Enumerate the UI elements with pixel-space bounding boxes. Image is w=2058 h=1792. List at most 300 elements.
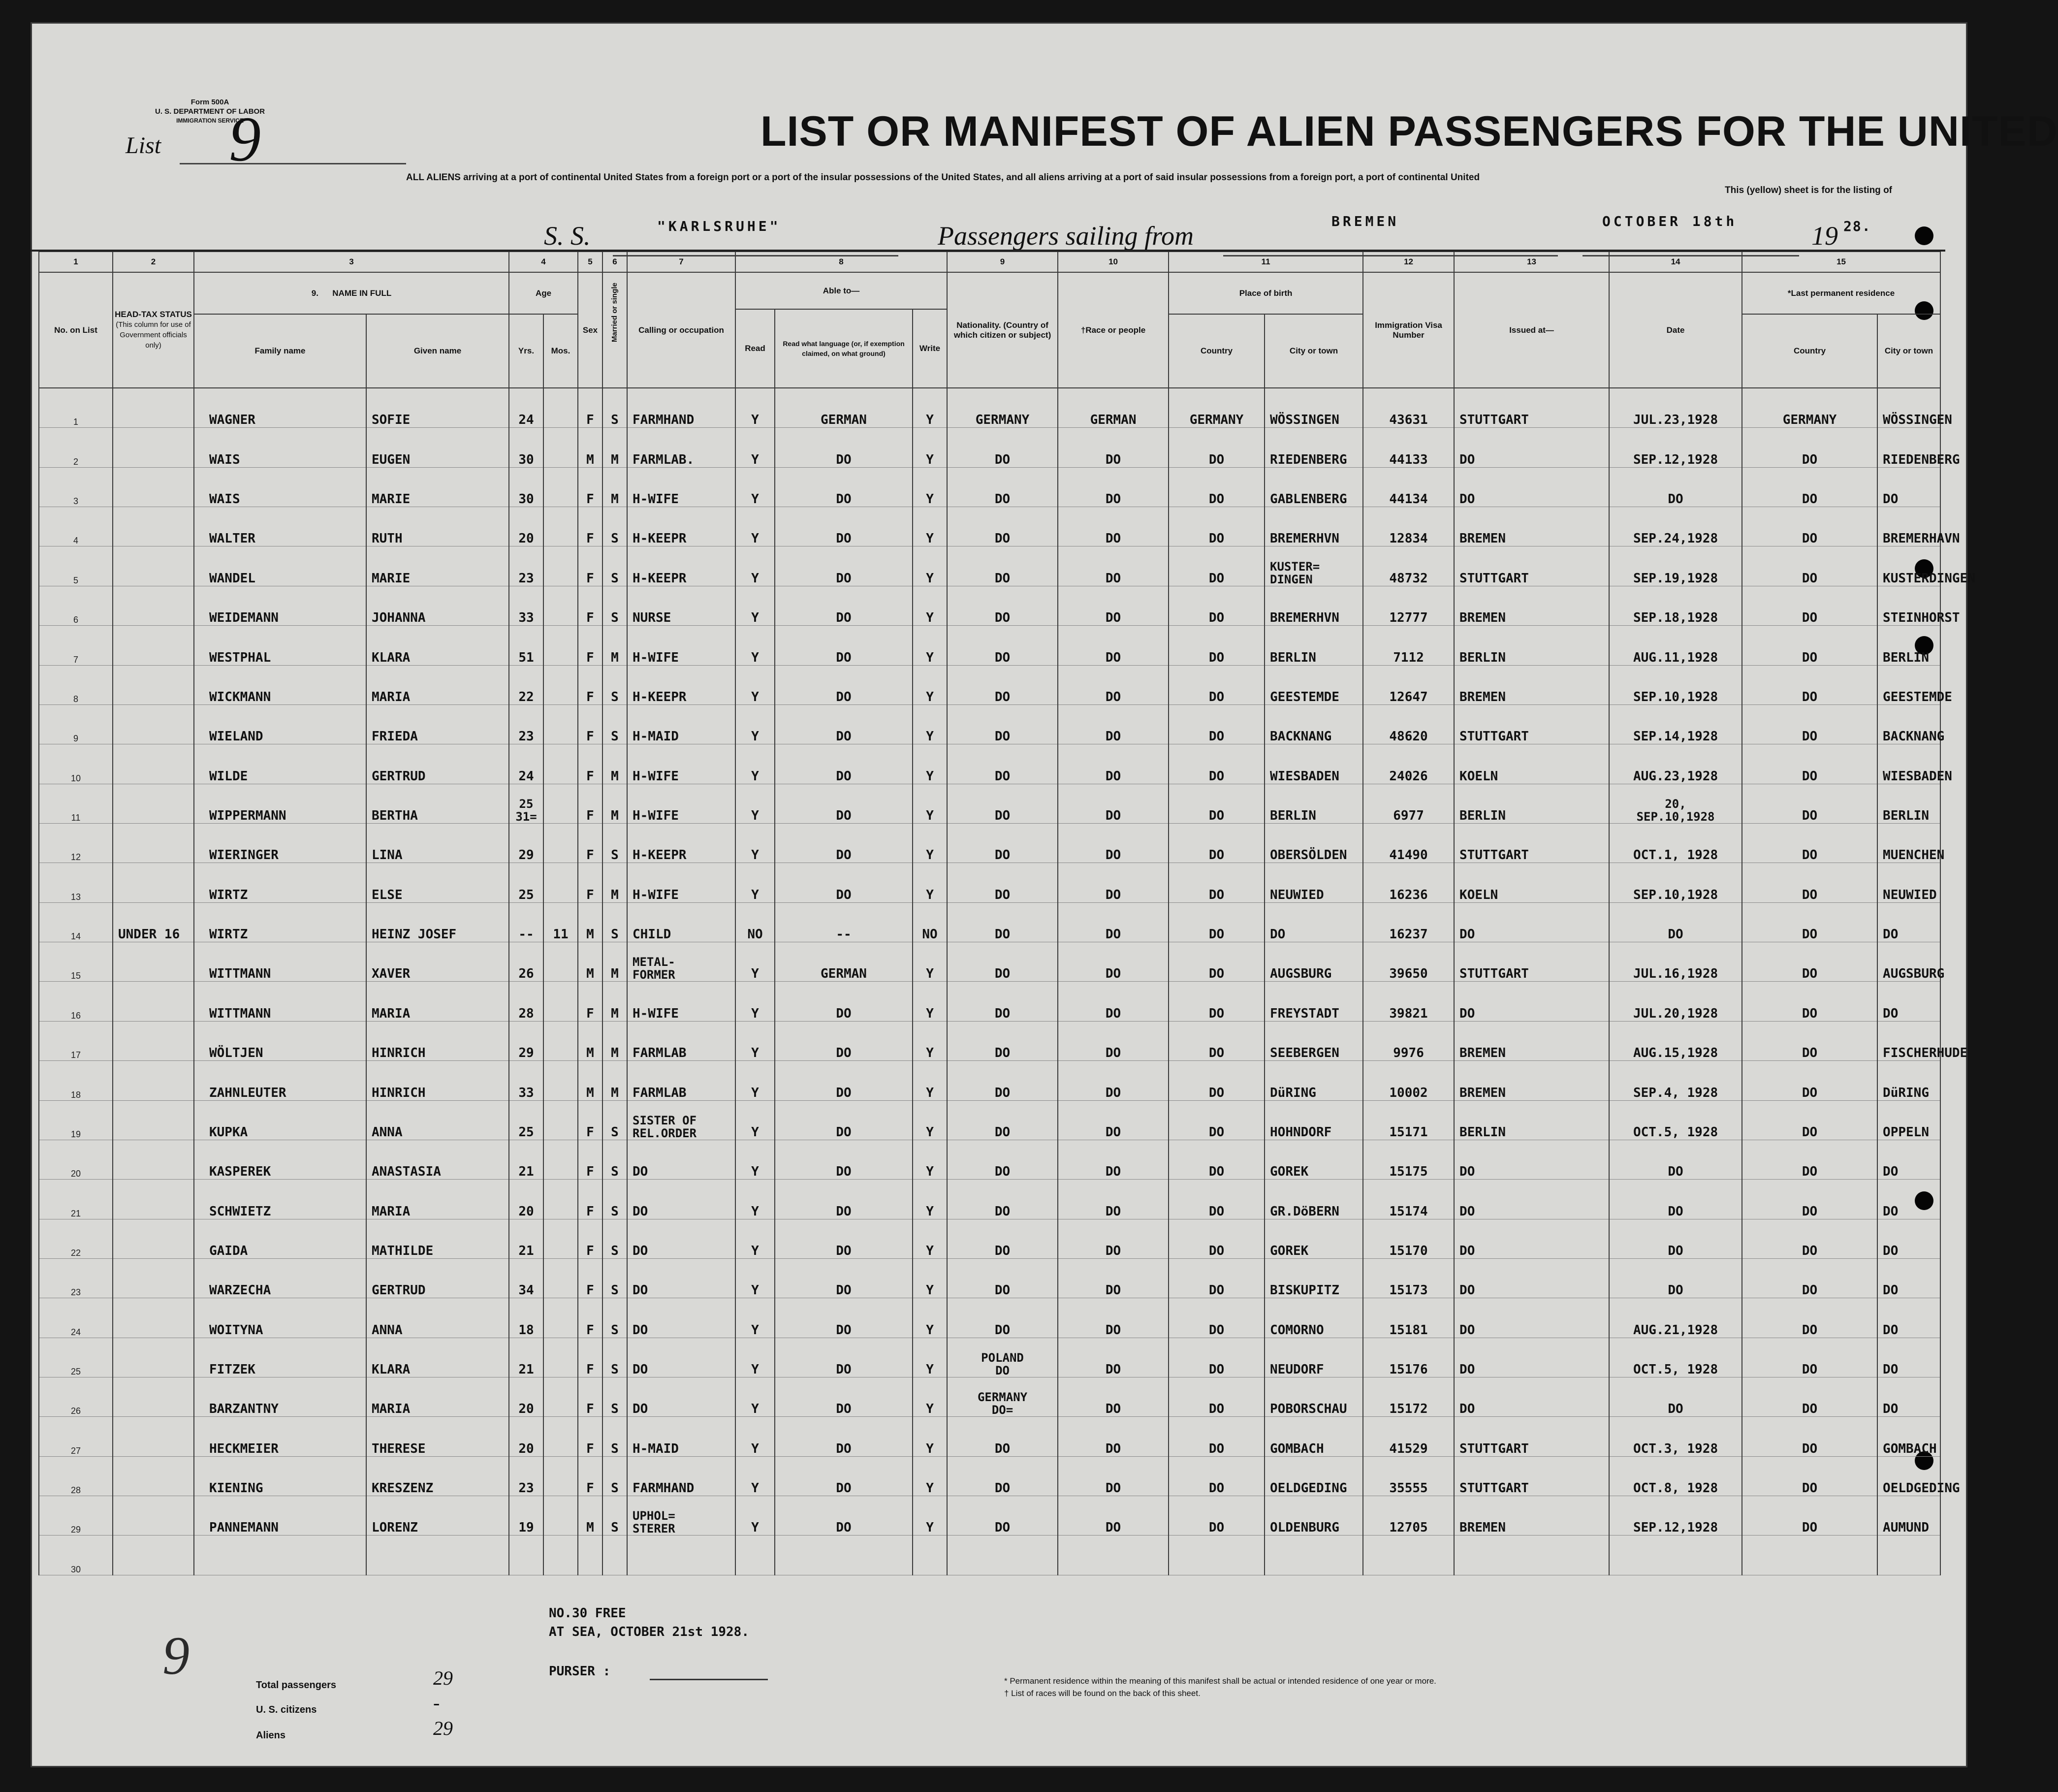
can-write: Y (913, 982, 947, 1021)
passenger-number: 5 (39, 546, 113, 586)
can-write: Y (913, 1417, 947, 1456)
head-tax-status (113, 665, 194, 704)
marital-status (602, 1536, 627, 1575)
occupation: UPHOL= STERER (627, 1496, 735, 1536)
list-underline (180, 163, 406, 164)
can-read: Y (735, 428, 775, 467)
marital-status: S (602, 1377, 627, 1417)
nationality: DO (947, 428, 1058, 467)
given-name: KLARA (366, 626, 509, 665)
visa-date: AUG.23,1928 (1609, 744, 1742, 784)
birth-country: DO (1169, 784, 1265, 823)
read-language: DO (775, 863, 913, 902)
sex: M (578, 428, 602, 467)
visa-number: 39650 (1363, 942, 1454, 982)
residence-city: BACKNANG (1877, 704, 1940, 744)
residence-country: DO (1742, 1100, 1877, 1140)
visa-number: 9976 (1363, 1021, 1454, 1060)
read-language: DO (775, 546, 913, 586)
birth-country: DO (1169, 1021, 1265, 1060)
race: DO (1058, 586, 1169, 625)
birth-city: POBORSCHAU (1265, 1377, 1363, 1417)
no-on-list-header: No. on List (39, 272, 113, 388)
passenger-row (39, 942, 1940, 982)
age-years: 30 (509, 467, 543, 507)
column-number-row (39, 252, 1940, 272)
family-name: GAIDA (194, 1219, 366, 1258)
passenger-number: 4 (39, 507, 113, 546)
head-tax-status (113, 784, 194, 823)
passenger-row (39, 1021, 1940, 1060)
can-write: NO (913, 902, 947, 942)
residence-country: GERMANY (1742, 388, 1877, 428)
family-name: KIENING (194, 1456, 366, 1496)
race: DO (1058, 744, 1169, 784)
family-name: WANDEL (194, 546, 366, 586)
occupation: NURSE (627, 586, 735, 625)
marital-status: S (602, 902, 627, 942)
passenger-number: 16 (39, 982, 113, 1021)
visa-date: DO (1609, 1219, 1742, 1258)
passenger-row (39, 1140, 1940, 1179)
sex: M (578, 1496, 602, 1536)
visa-number: 16237 (1363, 902, 1454, 942)
birth-city: WIESBADEN (1265, 744, 1363, 784)
nationality: DO (947, 902, 1058, 942)
read-language: DO (775, 704, 913, 744)
birth-country: DO (1169, 1061, 1265, 1100)
visa-date: DO (1609, 1180, 1742, 1219)
date-header: Date (1609, 272, 1742, 388)
sex: F (578, 863, 602, 902)
birth-city: KUSTER= DINGEN (1265, 546, 1363, 586)
visa-date: OCT.5, 1928 (1609, 1100, 1742, 1140)
head-tax-note: (This column for use of Government officials only) (116, 320, 191, 350)
read-language: DO (775, 1100, 913, 1140)
passenger-row (39, 586, 1940, 625)
head-tax-status (113, 982, 194, 1021)
age-months (543, 1456, 578, 1496)
read-language: DO (775, 428, 913, 467)
nationality: DO (947, 784, 1058, 823)
can-read: Y (735, 1180, 775, 1219)
given-name: GERTRUD (366, 1258, 509, 1298)
nationality: DO (947, 1298, 1058, 1338)
can-read: Y (735, 626, 775, 665)
birth-country: DO (1169, 1180, 1265, 1219)
given-name: FRIEDA (366, 704, 509, 744)
visa-number: 12777 (1363, 586, 1454, 625)
column-number: 6 (602, 252, 627, 272)
sex: F (578, 1180, 602, 1219)
sex: F (578, 1338, 602, 1377)
column-number: 5 (578, 252, 602, 272)
birth-country: DO (1169, 1417, 1265, 1456)
age-years: 26 (509, 942, 543, 982)
birth-country: DO (1169, 1338, 1265, 1377)
race: DO (1058, 1100, 1169, 1140)
passenger-number: 20 (39, 1140, 113, 1179)
race: DO (1058, 784, 1169, 823)
can-read: Y (735, 1417, 775, 1456)
can-read: Y (735, 704, 775, 744)
residence-country: DO (1742, 1417, 1877, 1456)
visa-date: OCT.1, 1928 (1609, 823, 1742, 863)
birth-city: HOHNDORF (1265, 1100, 1363, 1140)
birth-country: DO (1169, 1496, 1265, 1536)
months-header: Mos. (543, 314, 578, 388)
age-years: 29 (509, 1021, 543, 1060)
passenger-row (39, 902, 1940, 942)
passenger-row (39, 467, 1940, 507)
occupation: FARMLAB (627, 1061, 735, 1100)
residence-city: KUSTERDINGEN (1877, 546, 1940, 586)
visa-date: SEP.12,1928 (1609, 428, 1742, 467)
family-name: KASPEREK (194, 1140, 366, 1179)
occupation: DO (627, 1180, 735, 1219)
read-language: DO (775, 784, 913, 823)
can-write: Y (913, 1180, 947, 1219)
residence-city: DO (1877, 1298, 1940, 1338)
us-citizens-value: - (433, 1692, 440, 1714)
nationality: DO (947, 507, 1058, 546)
given-name: MATHILDE (366, 1219, 509, 1258)
given-name: HINRICH (366, 1021, 509, 1060)
purser-signature (650, 1654, 768, 1680)
given-name: KLARA (366, 1338, 509, 1377)
sex: F (578, 586, 602, 625)
can-write: Y (913, 942, 947, 982)
occupation: DO (627, 1338, 735, 1377)
can-write: Y (913, 1021, 947, 1060)
residence-country: DO (1742, 823, 1877, 863)
age-years: 51 (509, 626, 543, 665)
marital-status: S (602, 665, 627, 704)
sex: F (578, 388, 602, 428)
residence-footnote: * Permanent residence within the meaning of this manifest shall be actual or intended residence of one year or more. (1004, 1676, 1436, 1686)
family-name-header: Family name (194, 314, 366, 388)
column-number: 2 (113, 252, 194, 272)
year-prefix: 19 (1811, 221, 1838, 251)
birth-country: DO (1169, 863, 1265, 902)
age-months (543, 982, 578, 1021)
residence-city: DüRING (1877, 1061, 1940, 1100)
can-write: Y (913, 1298, 947, 1338)
nationality (947, 1536, 1058, 1575)
can-write: Y (913, 586, 947, 625)
can-write: Y (913, 388, 947, 428)
sex: F (578, 467, 602, 507)
residence-country: DO (1742, 784, 1877, 823)
residence-country: DO (1742, 467, 1877, 507)
visa-date: SEP.10,1928 (1609, 665, 1742, 704)
race-header: †Race or people (1058, 272, 1169, 388)
marital-status: M (602, 982, 627, 1021)
family-name: WITTMANN (194, 942, 366, 982)
age-months (543, 546, 578, 586)
can-write: Y (913, 1456, 947, 1496)
departure-port: BREMEN (1331, 213, 1399, 229)
passenger-number: 8 (39, 665, 113, 704)
visa-date: SEP.18,1928 (1609, 586, 1742, 625)
family-name: WALTER (194, 507, 366, 546)
head-tax-status (113, 1140, 194, 1179)
occupation: H-KEEPR (627, 507, 735, 546)
visa-issued-at: DO (1454, 467, 1609, 507)
birth-country: DO (1169, 942, 1265, 982)
visa-date: JUL.16,1928 (1609, 942, 1742, 982)
can-write: Y (913, 784, 947, 823)
free-note: NO.30 FREE (549, 1606, 626, 1621)
race: GERMAN (1058, 388, 1169, 428)
residence-city: GOMBACH (1877, 1417, 1940, 1456)
passenger-row (39, 665, 1940, 704)
passenger-row (39, 1258, 1940, 1298)
manifest-subtitle-right (1725, 185, 1892, 196)
given-name: ANNA (366, 1100, 509, 1140)
age-years: 23 (509, 546, 543, 586)
visa-issued-at: DO (1454, 428, 1609, 467)
head-tax-status (113, 467, 194, 507)
visa-issued-at: DO (1454, 1180, 1609, 1219)
read-language: DO (775, 586, 913, 625)
family-name: HECKMEIER (194, 1417, 366, 1456)
age-months (543, 626, 578, 665)
visa-number: 15175 (1363, 1140, 1454, 1179)
visa-number (1363, 1536, 1454, 1575)
residence-city: DO (1877, 1180, 1940, 1219)
nationality: DO (947, 823, 1058, 863)
age-years (509, 1536, 543, 1575)
family-name: WIERINGER (194, 823, 366, 863)
age-months (543, 1258, 578, 1298)
residence-country: DO (1742, 744, 1877, 784)
occupation: DO (627, 1258, 735, 1298)
passenger-row (39, 546, 1940, 586)
birth-country: DO (1169, 1140, 1265, 1179)
age-years: 20 (509, 1377, 543, 1417)
age-months (543, 586, 578, 625)
read-language: DO (775, 626, 913, 665)
read-language: DO (775, 1298, 913, 1338)
residence-city: DO (1877, 982, 1940, 1021)
age-months (543, 784, 578, 823)
birth-country: DO (1169, 1377, 1265, 1417)
marital-status: S (602, 1298, 627, 1338)
residence-city: BERLIN (1877, 784, 1940, 823)
head-tax-status (113, 1061, 194, 1100)
can-read: Y (735, 744, 775, 784)
passenger-manifest-table (38, 251, 1975, 1575)
can-write: Y (913, 823, 947, 863)
passenger-number: 21 (39, 1180, 113, 1219)
column-number: 8 (735, 252, 947, 272)
head-tax-status (113, 1021, 194, 1060)
residence-country: DO (1742, 1298, 1877, 1338)
nationality: DO (947, 1456, 1058, 1496)
birth-country: DO (1169, 902, 1265, 942)
sex: M (578, 942, 602, 982)
marital-status: S (602, 388, 627, 428)
can-write: Y (913, 863, 947, 902)
calling-header: Calling or occupation (627, 272, 735, 388)
sex: F (578, 665, 602, 704)
residence-city: RIEDENBERG (1877, 428, 1940, 467)
visa-number: 6977 (1363, 784, 1454, 823)
age-months (543, 507, 578, 546)
visa-issued-at: BREMEN (1454, 586, 1609, 625)
occupation: DO (627, 1298, 735, 1338)
residence-country: DO (1742, 428, 1877, 467)
given-name: SOFIE (366, 388, 509, 428)
can-read: Y (735, 665, 775, 704)
age-years: 34 (509, 1258, 543, 1298)
birth-city: GOREK (1265, 1219, 1363, 1258)
family-name: WIRTZ (194, 902, 366, 942)
occupation: H-KEEPR (627, 823, 735, 863)
passenger-row (39, 428, 1940, 467)
birth-country (1169, 1536, 1265, 1575)
family-name: BARZANTNY (194, 1377, 366, 1417)
race: DO (1058, 546, 1169, 586)
sex (578, 1536, 602, 1575)
passenger-row (39, 1496, 1940, 1536)
birth-city: SEEBERGEN (1265, 1021, 1363, 1060)
residence-country: DO (1742, 1456, 1877, 1496)
birth-country-header: Country (1169, 314, 1265, 388)
manifest-subtitle: ALL ALIENS arriving at a port of continental United States from a foreign port or a port of the insular possessions of the United States, and all aliens arriving at a port of said insular possessions from a foreign port, a port of continental United (406, 172, 1480, 183)
can-read: Y (735, 942, 775, 982)
marital-status: M (602, 626, 627, 665)
residence-country: DO (1742, 586, 1877, 625)
passenger-row (39, 1456, 1940, 1496)
can-write: Y (913, 704, 947, 744)
sex: F (578, 823, 602, 863)
visa-number: 7112 (1363, 626, 1454, 665)
married-label: Married or single (610, 282, 619, 342)
read-language: DO (775, 467, 913, 507)
passenger-number: 14 (39, 902, 113, 942)
read-language: DO (775, 1456, 913, 1496)
passenger-number: 7 (39, 626, 113, 665)
sex: F (578, 1456, 602, 1496)
sex: F (578, 626, 602, 665)
birth-city: DO (1265, 902, 1363, 942)
occupation: FARMLAB. (627, 428, 735, 467)
birth-city: GOREK (1265, 1140, 1363, 1179)
head-tax-status (113, 704, 194, 744)
marital-status: M (602, 784, 627, 823)
age-months (543, 467, 578, 507)
marital-status: S (602, 1496, 627, 1536)
visa-number: 48620 (1363, 704, 1454, 744)
write-header: Write (913, 309, 947, 388)
can-read: Y (735, 1496, 775, 1536)
head-tax-status (113, 1377, 194, 1417)
residence-country (1742, 1536, 1877, 1575)
residence-city: NEUWIED (1877, 863, 1940, 902)
age-months (543, 1100, 578, 1140)
passenger-number: 24 (39, 1298, 113, 1338)
can-read: Y (735, 586, 775, 625)
birth-city: BERLIN (1265, 784, 1363, 823)
residence-country: DO (1742, 546, 1877, 586)
at-sea-date: AT SEA, OCTOBER 21st 1928. (549, 1625, 749, 1639)
read-language: DO (775, 1417, 913, 1456)
can-read: Y (735, 1377, 775, 1417)
marital-status: M (602, 1021, 627, 1060)
marital-status: S (602, 1456, 627, 1496)
age-years: 25 (509, 1100, 543, 1140)
head-tax-status (113, 1180, 194, 1219)
can-read: Y (735, 546, 775, 586)
yellow-sheet-note: This (yellow) sheet is for the listing of (1725, 185, 1892, 195)
given-name: HEINZ JOSEF (366, 902, 509, 942)
header-row-top (39, 272, 1940, 309)
sex: M (578, 1021, 602, 1060)
visa-number: 24026 (1363, 744, 1454, 784)
nationality: DO (947, 546, 1058, 586)
age-months (543, 704, 578, 744)
can-write: Y (913, 1140, 947, 1179)
passenger-number: 27 (39, 1417, 113, 1456)
nationality: GERMANY DO= (947, 1377, 1058, 1417)
residence-city: MUENCHEN (1877, 823, 1940, 863)
race: DO (1058, 507, 1169, 546)
can-write: Y (913, 1258, 947, 1298)
passenger-number: 10 (39, 744, 113, 784)
given-name (366, 1536, 509, 1575)
visa-issued-at: DO (1454, 1219, 1609, 1258)
visa-number: 44134 (1363, 467, 1454, 507)
family-name: WIELAND (194, 704, 366, 744)
family-name: WARZECHA (194, 1258, 366, 1298)
manifest-title: LIST OR MANIFEST OF ALIEN PASSENGERS FOR THE UNITED (760, 108, 2058, 155)
birth-city: OBERSÖLDEN (1265, 823, 1363, 863)
visa-date: SEP.12,1928 (1609, 1496, 1742, 1536)
passenger-number: 23 (39, 1258, 113, 1298)
residence-city: OPPELN (1877, 1100, 1940, 1140)
birth-country: DO (1169, 1219, 1265, 1258)
marital-status: S (602, 507, 627, 546)
head-tax-status (113, 1298, 194, 1338)
birth-city: FREYSTADT (1265, 982, 1363, 1021)
sex: F (578, 1377, 602, 1417)
read-language: DO (775, 1180, 913, 1219)
age-months (543, 665, 578, 704)
passenger-number: 17 (39, 1021, 113, 1060)
visa-number: 43631 (1363, 388, 1454, 428)
column-number: 11 (1169, 252, 1363, 272)
birth-country: DO (1169, 1100, 1265, 1140)
read-language: DO (775, 507, 913, 546)
visa-date: OCT.3, 1928 (1609, 1417, 1742, 1456)
birth-city: NEUWIED (1265, 863, 1363, 902)
passenger-row (39, 744, 1940, 784)
ship-name: "KARLSRUHE" (657, 218, 781, 234)
read-language: DO (775, 1338, 913, 1377)
given-name: ELSE (366, 863, 509, 902)
column-number: 7 (627, 252, 735, 272)
residence-city: OELDGEDING (1877, 1456, 1940, 1496)
head-tax-status (113, 1338, 194, 1377)
column-number: 9 (947, 252, 1058, 272)
visa-issued-at: BERLIN (1454, 784, 1609, 823)
passenger-number: 18 (39, 1061, 113, 1100)
age-months (543, 1061, 578, 1100)
passenger-number: 2 (39, 428, 113, 467)
age-years: 21 (509, 1219, 543, 1258)
